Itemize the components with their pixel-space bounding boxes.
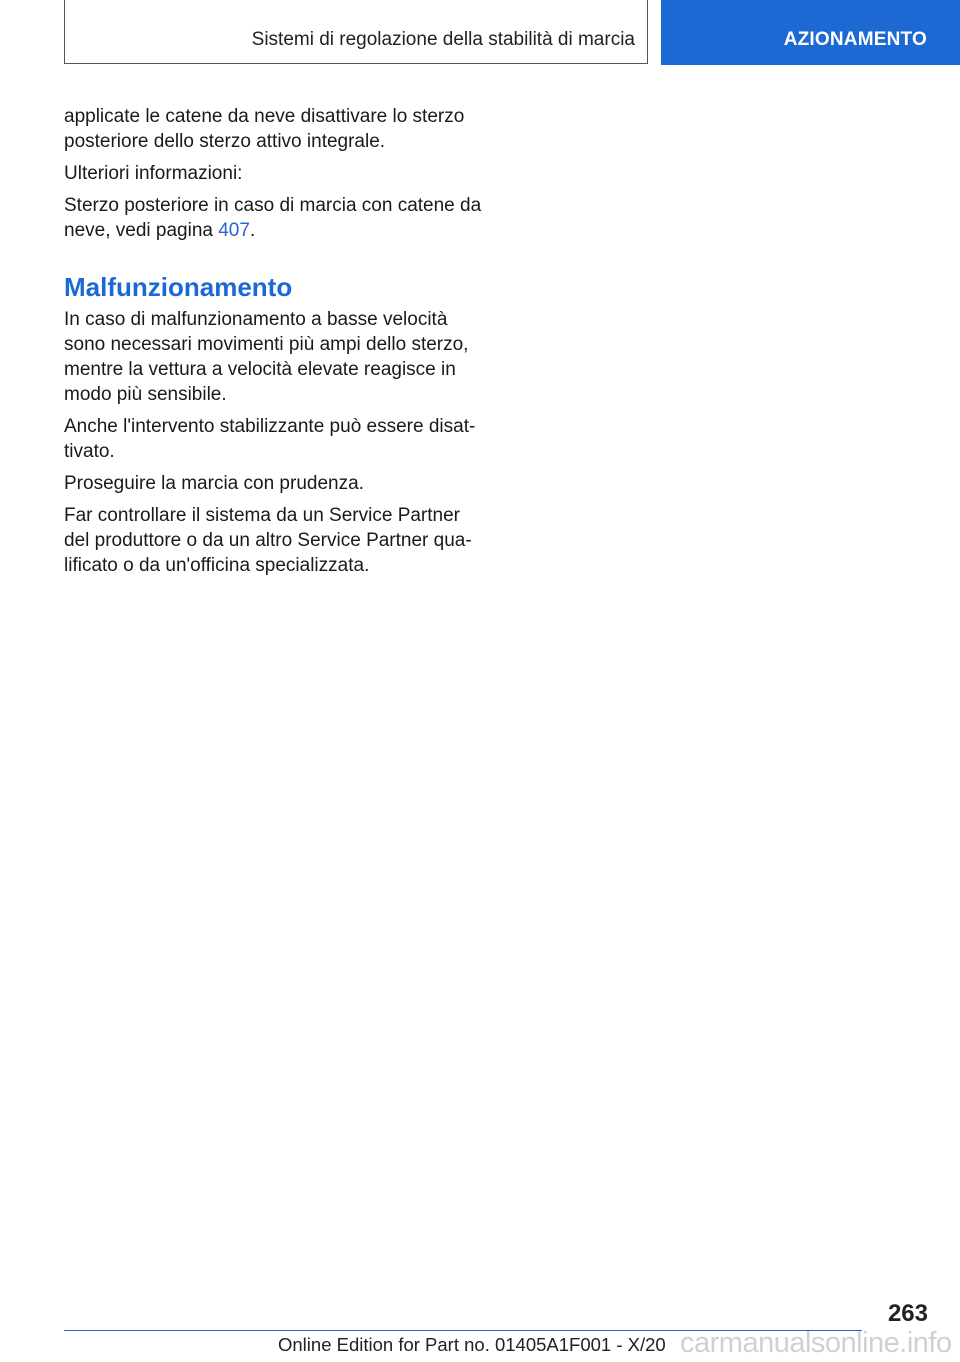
paragraph-reference	[64, 193, 484, 243]
chapter-tab	[661, 0, 960, 65]
section-title: Sistemi di regolazione della stabilità di marcia	[251, 29, 635, 50]
reference-text: Sterzo posteriore in caso di marcia con catene da neve, vedi pagina	[64, 195, 482, 241]
reference-end: .	[249, 220, 256, 241]
page-link[interactable]: 407	[218, 220, 250, 241]
watermark: carmanualsonline.info	[680, 1327, 952, 1359]
paragraph-service: Far controllare il sistema da un Service Partner del produttore o da un altro Service Partner qua-lificato o da un'officina specializzata.	[64, 505, 472, 576]
page-number: 263	[887, 1300, 928, 1327]
paragraph-more-info: Ulteriori informazioni:	[64, 163, 243, 184]
paragraph-malfunction: In caso di malfunzionamento a basse velocità sono necessari movimenti più ampi dello sterzo, mentre la vettura a velocità elevate reagisce in modo più sensibile.	[64, 309, 469, 405]
paragraph-stabilizing: Anche l'intervento stabilizzante può essere disat-tivato.	[64, 416, 476, 462]
section-heading: Malfunzionamento	[64, 272, 293, 302]
chapter-tab-label: AZIONAMENTO	[783, 29, 927, 50]
footer-edition-text: Online Edition for Part no. 01405A1F001 - X/20	[278, 1334, 666, 1355]
header-section-box	[64, 0, 648, 64]
paragraph-snow-chains: applicate le catene da neve disattivare lo sterzo posteriore dello sterzo attivo integrale.	[64, 106, 465, 152]
page-content	[64, 104, 484, 585]
paragraph-caution: Proseguire la marcia con prudenza.	[64, 473, 364, 494]
